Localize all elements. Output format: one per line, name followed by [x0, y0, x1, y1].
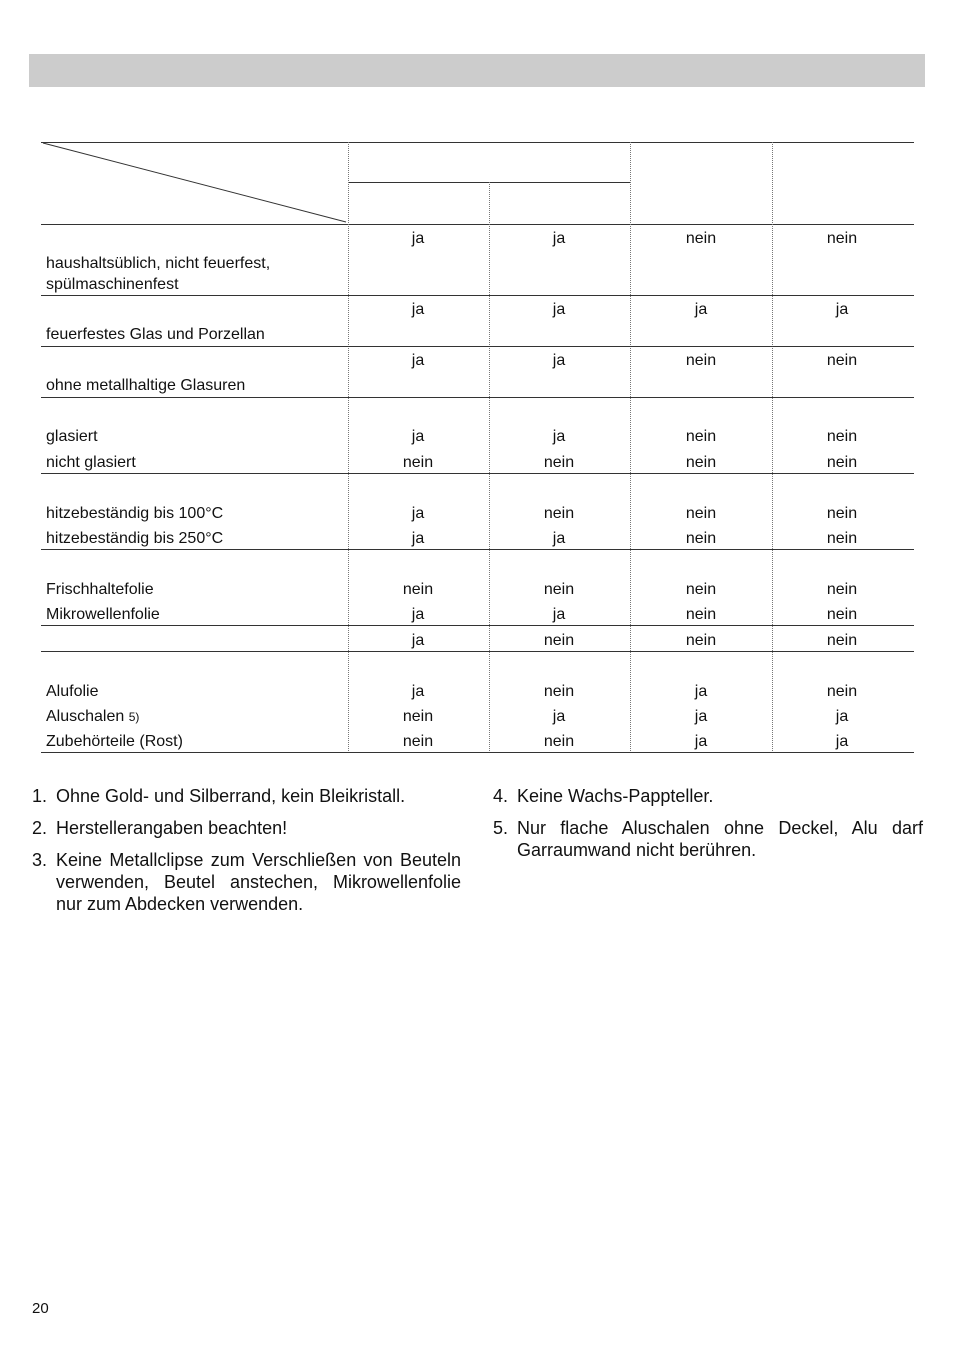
table-cell: ja [411, 505, 425, 522]
table-cell: nein [826, 352, 858, 369]
table-cell: ja [411, 632, 425, 649]
table-cell: nein [685, 230, 717, 247]
table-cell: ja [835, 708, 849, 725]
table-cell: nein [402, 708, 434, 725]
note-item [493, 785, 923, 807]
table-cell: nein [543, 632, 575, 649]
row-label: Alufolie [46, 683, 99, 700]
row-label: haushaltsüblich, nicht feuerfest, [46, 255, 271, 272]
table-cell: ja [552, 301, 566, 318]
table-cell: ja [835, 733, 849, 750]
table-cell: ja [411, 428, 425, 445]
table-cell: ja [552, 352, 566, 369]
table-cell: nein [826, 581, 858, 598]
table-cell: ja [411, 683, 425, 700]
note-number: 1. [32, 786, 48, 806]
table-cell: ja [552, 530, 566, 547]
table-cell: nein [826, 606, 858, 623]
table-cell: ja [411, 230, 425, 247]
note-text: Herstellerangaben beachten! [56, 818, 288, 838]
table-cell: nein [826, 428, 858, 445]
table-cell: ja [694, 301, 708, 318]
row-label: ohne metallhaltige Glasuren [46, 377, 246, 394]
table-cell: nein [543, 454, 575, 471]
table-cell: ja [552, 606, 566, 623]
note-number: 5. [493, 818, 509, 838]
table-cell: nein [685, 428, 717, 445]
table-cell: nein [826, 530, 858, 547]
row-separator [41, 473, 914, 474]
row-label-text: Aluschalen [46, 708, 125, 725]
row-label: feuerfestes Glas und Porzellan [46, 326, 265, 343]
note-item [32, 785, 461, 807]
note-item [493, 817, 923, 861]
cookware-table [41, 142, 914, 753]
header-bottom-border [41, 224, 914, 225]
row-separator [41, 295, 914, 296]
row-label [46, 708, 139, 726]
table-cell: nein [826, 683, 858, 700]
note-text: Keine Wachs-Pappteller. [517, 786, 714, 806]
table-cell: nein [826, 454, 858, 471]
table-cell: ja [411, 301, 425, 318]
row-separator [41, 346, 914, 347]
table-cell: ja [411, 530, 425, 547]
footnote-ref: 5) [128, 710, 140, 724]
table-cell: ja [835, 301, 849, 318]
table-cell: nein [685, 581, 717, 598]
table-cell: ja [552, 230, 566, 247]
row-separator [41, 651, 914, 652]
table-cell: nein [543, 733, 575, 750]
section-title-bar [29, 54, 925, 87]
table-cell: ja [694, 708, 708, 725]
table-cell: ja [552, 708, 566, 725]
table-cell: ja [552, 428, 566, 445]
note-item [32, 817, 461, 839]
table-cell: nein [685, 530, 717, 547]
note-number: 3. [32, 850, 48, 870]
page-number: 20 [32, 1300, 49, 1317]
row-label: Zubehörteile (Rost) [46, 733, 183, 750]
note-number: 4. [493, 786, 509, 806]
table-cell: nein [543, 683, 575, 700]
row-label: spülmaschinenfest [46, 276, 179, 293]
table-cell: nein [685, 454, 717, 471]
table-cell: nein [685, 505, 717, 522]
row-label: Mikrowellenfolie [46, 606, 160, 623]
notes-right [493, 785, 923, 871]
table-cell: nein [402, 581, 434, 598]
table-cell: nein [826, 632, 858, 649]
table-cell: nein [402, 454, 434, 471]
note-text: Keine Metallclipse zum Verschließen von Beuteln verwenden, Beutel anstechen, Mikrowellenfolie nur zum Abdecken verwenden. [56, 850, 461, 914]
table-cell: nein [543, 581, 575, 598]
note-text: Ohne Gold- und Silberrand, kein Bleikristall. [56, 786, 406, 806]
table-cell: ja [694, 683, 708, 700]
header-diagonal [41, 142, 348, 224]
table-bottom-border [41, 752, 914, 753]
row-separator [41, 625, 914, 626]
notes-left [32, 785, 461, 925]
row-label: nicht glasiert [46, 454, 136, 471]
row-label: glasiert [46, 428, 98, 445]
row-label: hitzebeständig bis 250°C [46, 530, 224, 547]
table-cell: nein [826, 505, 858, 522]
note-number: 2. [32, 818, 48, 838]
table-cell: ja [694, 733, 708, 750]
table-cell: ja [411, 352, 425, 369]
row-label: Frischhaltefolie [46, 581, 154, 598]
note-text: Nur flache Aluschalen ohne Deckel, Alu darf Garraumwand nicht berühren. [517, 818, 923, 860]
table-cell: nein [685, 606, 717, 623]
row-label: hitzebeständig bis 100°C [46, 505, 224, 522]
table-cell: nein [685, 632, 717, 649]
row-separator [41, 549, 914, 550]
table-cell: ja [411, 606, 425, 623]
table-cell: nein [543, 505, 575, 522]
table-cell: nein [402, 733, 434, 750]
table-cell: nein [685, 352, 717, 369]
table-cell: nein [826, 230, 858, 247]
row-separator [41, 397, 914, 398]
note-item [32, 849, 461, 915]
